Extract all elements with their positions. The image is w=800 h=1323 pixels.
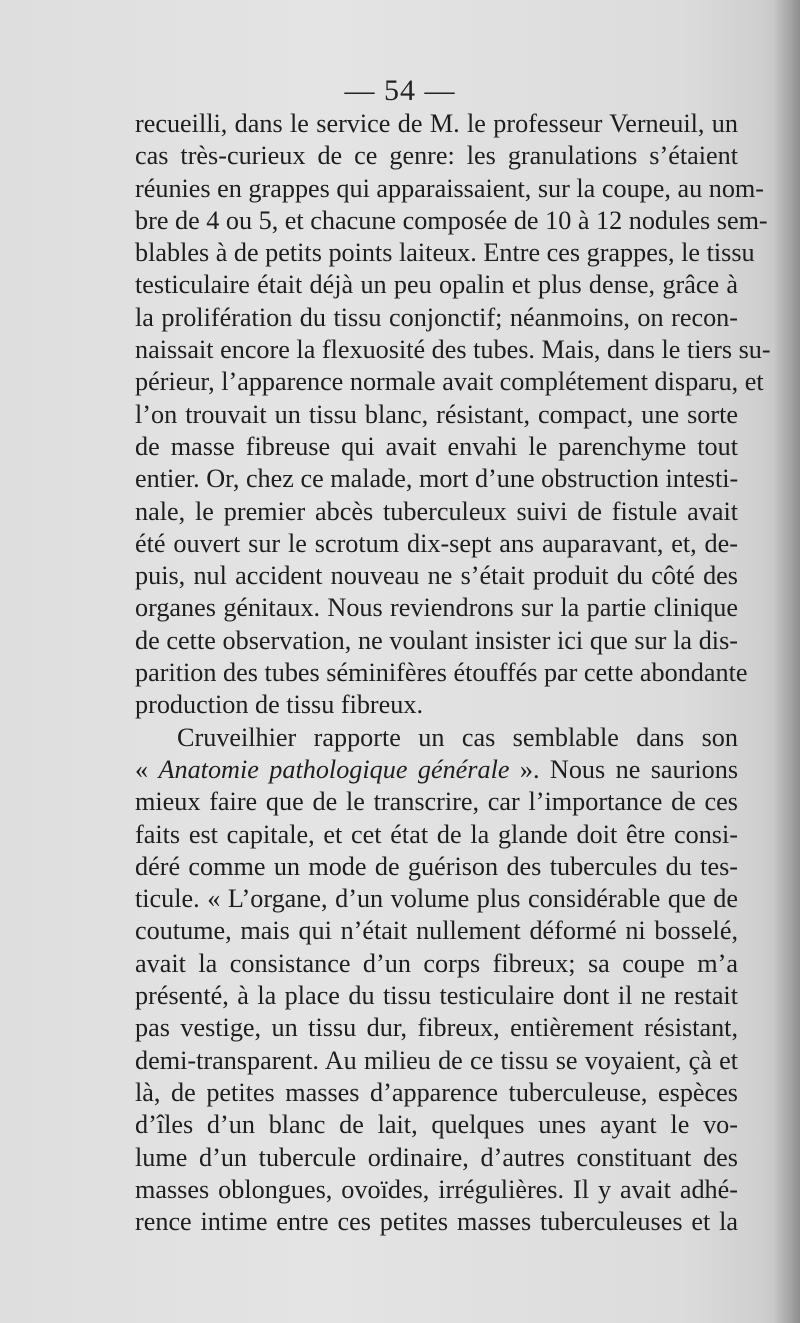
page-number: — 54 — [344, 74, 456, 107]
text-line: masses oblongues, ovoïdes, irrégulières. Il y avait adhé- [135, 1174, 738, 1204]
text-line: rence intime entre ces petites masses tuberculeuses et la [135, 1207, 738, 1237]
text-line: de cette observation, ne voulant insister ici que sur la dis- [135, 625, 738, 655]
text-line: parition des tubes séminifères étouffés par cette abondante [135, 658, 748, 688]
text-line: présenté, à la place du tissu testiculaire dont il ne restait [135, 981, 738, 1011]
text-line: de masse fibreuse qui avait envahi le parenchyme tout [135, 431, 738, 461]
text-line: faits est capitale, et cet état de la glande doit être consi- [135, 819, 738, 849]
text-line: là, de petites masses d’apparence tuberculeuse, espèces [135, 1077, 738, 1107]
text-line: entier. Or, chez ce malade, mort d’une obstruction intesti- [135, 464, 739, 494]
text-line: lume d’un tubercule ordinaire, d’autres constituant des [135, 1142, 738, 1172]
text-line: la prolifération du tissu conjonctif; néanmoins, on recon- [135, 302, 738, 332]
text-line-paragraph-start: Cruveilhier rapporte un cas semblable dans son [177, 722, 738, 752]
text-line: périeur, l’apparence normale avait complétement disparu, et [135, 367, 764, 397]
text-line: été ouvert sur le scrotum dix-sept ans auparavant, et, de- [135, 528, 738, 558]
text-line: mieux faire que de le transcrire, car l’importance de ces [135, 787, 738, 817]
text-line-paragraph-end: production de tissu fibreux. [135, 690, 424, 720]
text-line: avait la consistance d’un corps fibreux; sa coupe m’a [135, 948, 738, 978]
text-line: réunies en grappes qui apparaissaient, sur la coupe, au nom- [135, 173, 765, 203]
text-line: déré comme un mode de guérison des tubercules du tes- [135, 851, 738, 881]
text-line: testiculaire était déjà un peu opalin et plus dense, grâce à [135, 270, 738, 300]
text-line: recueilli, dans le service de M. le professeur Verneuil, un [135, 109, 738, 138]
page-edge-shadow [774, 0, 800, 1323]
quote-close-continuation: ». Nous ne saurions [509, 754, 739, 784]
quote-open: « [135, 754, 159, 784]
text-line: bre de 4 ou 5, et chacune composée de 10 à 12 nodules sem- [135, 205, 768, 235]
text-line-with-title [135, 754, 738, 786]
book-title-italic: Anatomie pathologique générale [158, 754, 510, 784]
text-line: coutume, mais qui n’était nullement déformé ni bosselé, [135, 916, 738, 946]
text-line: l’on trouvait un tissu blanc, résistant, compact, une sorte [135, 399, 738, 429]
text-line: pas vestige, un tissu dur, fibreux, entièrement résistant, [135, 1013, 738, 1043]
text-line: ticule. « L’organe, d’un volume plus considérable que de [135, 884, 738, 914]
text-line: demi-transparent. Au milieu de ce tissu se voyaient, çà et [135, 1045, 738, 1075]
text-line: nale, le premier abcès tuberculeux suivi de fistule avait [135, 496, 738, 526]
text-line: cas très-curieux de ce genre: les granulations s’étaient [135, 141, 738, 171]
text-line: blables à de petits points laiteux. Entre ces grappes, le tissu [135, 238, 755, 268]
text-line: puis, nul accident nouveau ne s’était produit du côté des [135, 561, 738, 591]
text-line: naissait encore la flexuosité des tubes. Mais, dans le tiers su- [135, 335, 771, 365]
text-line: organes génitaux. Nous reviendrons sur la partie clinique [135, 593, 738, 623]
body-text [135, 108, 771, 1238]
text-line: d’îles d’un blanc de lait, quelques unes ayant le vo- [135, 1110, 738, 1140]
